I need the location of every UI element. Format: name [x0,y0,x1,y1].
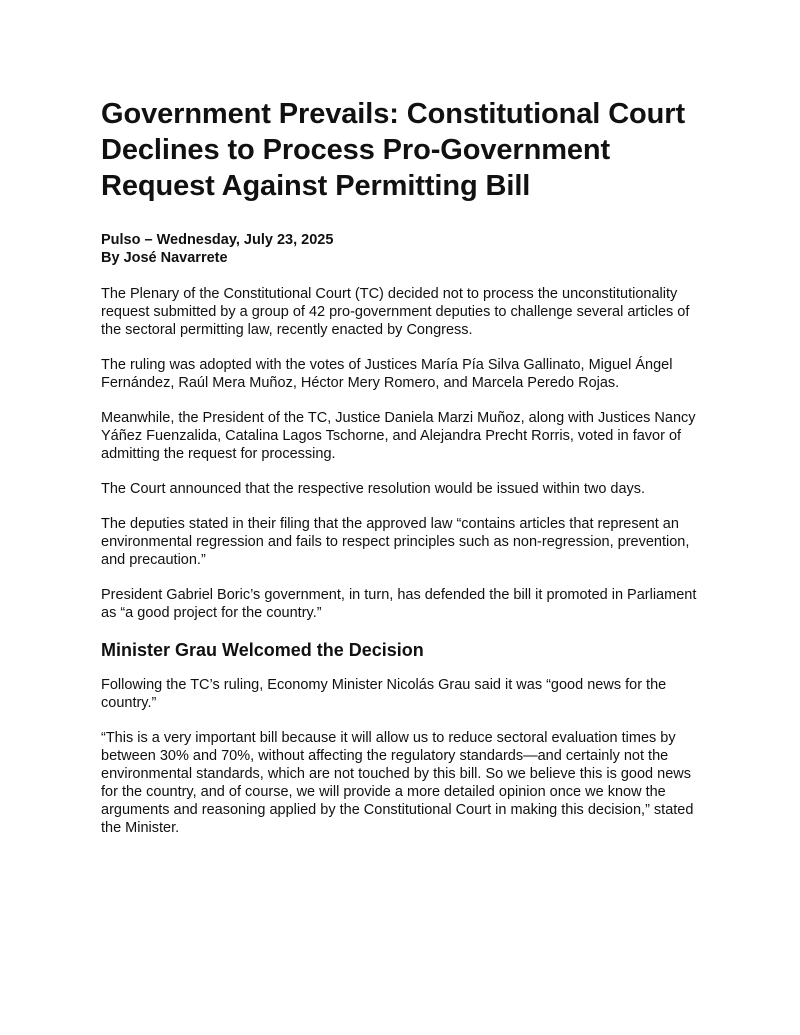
paragraph: The deputies stated in their filing that the approved law “contains articles that represent an environmental regression and fails to respect principles such as non-regression, prevention, and precaution.” [101,516,690,568]
paragraph: “This is a very important bill because it will allow us to reduce sectoral evaluation times by between 30% and 70%, without affecting the regulatory standards—and certainly not the environmental standards, which are not touched by this bill. So we believe this is good news for the country, and of course, we will provide a more detailed opinion once we know the arguments and reasoning applied by the Constitutional Court in making this decision,” stated the Minister. [101,730,694,836]
paragraph: The Court announced that the respective resolution would be issued within two days. [101,481,646,497]
paragraph: Following the TC’s ruling, Economy Minister Nicolás Grau said it was “good news for the country.” [101,677,667,711]
article [101,96,705,854]
article-title: Government Prevails: Constitutional Court Declines to Process Pro-Government Request Against Permitting Bill [101,98,686,202]
paragraph: The Plenary of the Constitutional Court (TC) decided not to process the unconstitutionality request submitted by a group of 42 pro-government deputies to challenge several articles of the sectoral permitting law, recently enacted by Congress. [101,286,690,338]
article-meta [101,231,705,267]
paragraph: The ruling was adopted with the votes of Justices María Pía Silva Gallinato, Miguel Ángel Fernández, Raúl Mera Muñoz, Héctor Mery Romero, and Marcela Peredo Rojas. [101,357,673,391]
source-date: Pulso – Wednesday, July 23, 2025 [101,232,334,248]
paragraph: President Gabriel Boric’s government, in turn, has defended the bill it promoted in Parliament as “a good project for the country.” [101,587,697,621]
section-heading: Minister Grau Welcomed the Decision [101,640,424,660]
byline: By José Navarrete [101,250,228,266]
paragraph: Meanwhile, the President of the TC, Justice Daniela Marzi Muñoz, along with Justices Nancy Yáñez Fuenzalida, Catalina Lagos Tschorne, and Alejandra Precht Rorris, voted in favor of admitting the request for processing. [101,410,696,462]
